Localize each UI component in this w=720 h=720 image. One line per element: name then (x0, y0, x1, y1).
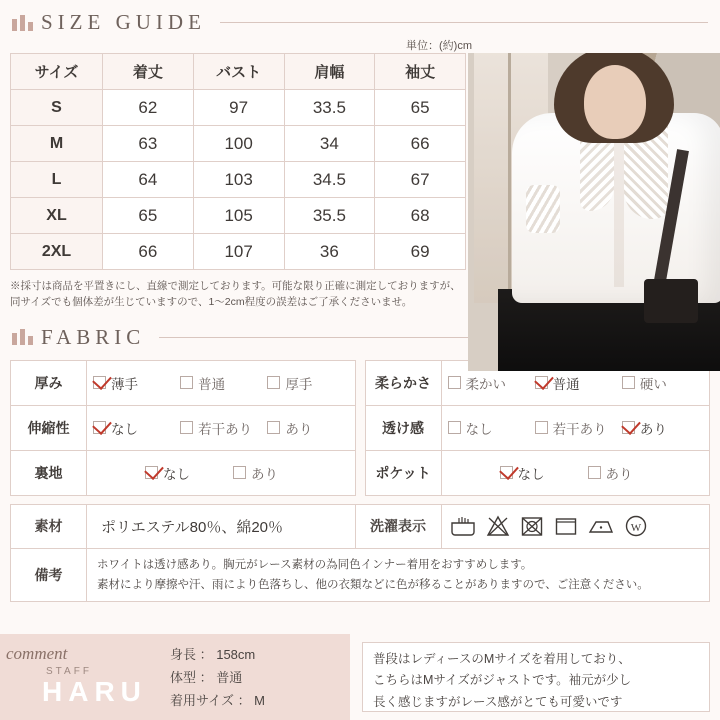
option-normal[interactable]: 普通 (180, 373, 267, 393)
unit-label: 単位：(約)cm (406, 40, 472, 52)
comment-script-label: comment (6, 644, 68, 663)
staff-comment-text (362, 642, 710, 712)
checkbox-icon[interactable] (93, 421, 106, 434)
size-table (10, 53, 466, 270)
comment-bubble-wrap (350, 634, 720, 720)
fabric-options-stretch (87, 405, 356, 450)
cell-bust: 105 (193, 198, 284, 234)
heading-bars-icon (12, 15, 33, 31)
checkbox-icon[interactable] (500, 466, 513, 479)
table-header-row (11, 54, 466, 90)
checkbox-icon[interactable] (535, 376, 548, 389)
comment-line-1: 普段はレディースのMサイズを着用しており、 (373, 652, 631, 666)
iron-low-icon (588, 514, 614, 538)
fabric-options-sheerness (441, 405, 710, 450)
checkbox-icon[interactable] (267, 376, 280, 389)
option-soft[interactable]: 柔かい (448, 373, 535, 393)
remarks-value (87, 548, 710, 601)
spacer (355, 450, 365, 495)
cell-size: XL (11, 198, 103, 234)
checkbox-icon[interactable] (180, 376, 193, 389)
cell-size: 2XL (11, 234, 103, 270)
staff-panel (0, 634, 170, 720)
cell-shoulder: 36 (284, 234, 375, 270)
cell-bust: 107 (193, 234, 284, 270)
col-header-bust: バスト (193, 54, 284, 90)
option-yes[interactable]: あり (622, 418, 709, 438)
material-table (10, 504, 710, 602)
no-bleach-icon (486, 514, 510, 538)
checkbox-icon[interactable] (448, 421, 461, 434)
cell-bust: 97 (193, 90, 284, 126)
fabric-label-lining: 裏地 (11, 450, 87, 495)
staff-height: 身長 ： 158cm (170, 647, 256, 662)
option-none[interactable]: なし (448, 418, 535, 438)
remarks-row (11, 548, 710, 601)
material-label: 素材 (11, 504, 87, 548)
cell-bust: 100 (193, 126, 284, 162)
wash-icons (441, 504, 710, 548)
col-header-sleeve: 袖丈 (375, 54, 466, 90)
staff-body-type: 体型 ： 普通 (170, 669, 243, 685)
option-slight[interactable]: 若干あり (180, 418, 267, 438)
cell-bust: 103 (193, 162, 284, 198)
cell-shoulder: 34.5 (284, 162, 375, 198)
option-none[interactable]: なし (500, 463, 588, 483)
svg-text:W: W (630, 522, 641, 535)
size-guide-heading (0, 0, 720, 41)
staff-comment-section (0, 634, 720, 720)
fabric-label-sheerness: 透け感 (365, 405, 441, 450)
checkbox-icon[interactable] (622, 421, 635, 434)
cell-size: S (11, 90, 103, 126)
table-row (11, 162, 466, 198)
remarks-line-1: ホワイトは透け感あり。胸元がレース素材の為同色インナー着用をおすすめします。 (97, 558, 533, 571)
size-guide-title: SIZE GUIDE (41, 10, 206, 34)
fabric-label-thickness: 厚み (11, 360, 87, 405)
cell-shoulder: 34 (284, 126, 375, 162)
table-row (11, 90, 466, 126)
cell-length: 65 (103, 198, 194, 234)
cell-length: 62 (103, 90, 194, 126)
cell-size: L (11, 162, 103, 198)
line-dry-icon (554, 514, 578, 538)
staff-stats (170, 634, 350, 720)
spacer (355, 360, 365, 405)
table-row (11, 198, 466, 234)
fabric-row-stretch (11, 405, 710, 450)
checkbox-icon[interactable] (180, 421, 193, 434)
col-header-length: 着丈 (103, 54, 194, 90)
option-hard[interactable]: 硬い (622, 373, 709, 393)
comment-line-2: こちらはMサイズがジャストです。袖元が少し (373, 673, 632, 688)
option-thick[interactable]: 厚手 (267, 373, 354, 393)
table-row (11, 126, 466, 162)
comment-line-3: 長く感じますがレース感がとても可愛いです (373, 694, 623, 709)
option-none[interactable]: なし (145, 463, 233, 483)
checkbox-icon[interactable] (622, 376, 635, 389)
cell-length: 64 (103, 162, 194, 198)
fabric-title: FABRIC (41, 324, 146, 349)
cell-sleeve: 69 (375, 234, 466, 270)
remarks-label: 備考 (11, 548, 87, 601)
fabric-options-pocket (441, 450, 710, 495)
checkbox-icon[interactable] (267, 421, 280, 434)
cell-size: M (11, 126, 103, 162)
option-yes[interactable]: あり (267, 418, 354, 438)
cell-shoulder: 35.5 (284, 198, 375, 234)
option-slight[interactable]: 若干あり (535, 418, 622, 438)
heading-bars-icon (12, 329, 33, 345)
cell-length: 66 (103, 234, 194, 270)
cell-sleeve: 68 (375, 198, 466, 234)
option-none[interactable]: なし (93, 418, 180, 438)
cell-sleeve: 67 (375, 162, 466, 198)
option-thin[interactable]: 薄手 (93, 373, 180, 393)
checkbox-icon[interactable] (233, 466, 246, 479)
wash-label: 洗濯表示 (355, 504, 441, 548)
option-yes[interactable]: あり (588, 463, 676, 483)
cell-shoulder: 33.5 (284, 90, 375, 126)
hand-wash-icon (450, 514, 476, 538)
cell-sleeve: 65 (375, 90, 466, 126)
checkbox-icon[interactable] (448, 376, 461, 389)
heading-rule (220, 22, 708, 23)
staff-wear-size: 着用サイズ ： M (170, 692, 266, 708)
spacer (355, 405, 365, 450)
checkbox-icon[interactable] (145, 466, 158, 479)
fabric-label-softness: 柔らかさ (365, 360, 441, 405)
checkbox-icon[interactable] (535, 421, 548, 434)
fabric-label-pocket: ポケット (365, 450, 441, 495)
option-yes[interactable]: あり (233, 463, 321, 483)
material-row (11, 504, 710, 548)
remarks-line-2: 素材により摩擦や汗、雨により色落ちし、他の衣類などに色が移ることがありますので、ご注意ください。 (97, 578, 649, 591)
fabric-options-thickness (87, 360, 356, 405)
model-photo (468, 53, 720, 371)
fabric-row-lining (11, 450, 710, 495)
fabric-table (10, 360, 710, 496)
material-value: ポリエステル80％、綿20％ (87, 504, 356, 548)
col-header-size: サイズ (11, 54, 103, 90)
checkbox-icon[interactable] (93, 376, 106, 389)
col-header-shoulder: 肩幅 (284, 54, 375, 90)
option-normal[interactable]: 普通 (535, 373, 622, 393)
no-tumble-dry-icon (520, 514, 544, 538)
size-guide-section (0, 53, 720, 311)
fabric-label-stretch: 伸縮性 (11, 405, 87, 450)
staff-name: HARU (42, 676, 147, 707)
professional-wet-clean-icon (624, 514, 648, 538)
staff-label: STAFF (46, 666, 92, 677)
cell-sleeve: 66 (375, 126, 466, 162)
table-row (11, 234, 466, 270)
checkbox-icon[interactable] (588, 466, 601, 479)
measurement-note: ※採寸は商品を平置きにし、直線で測定しております。可能な限り正確に測定しておりますが、同サイズでも個体差が生じていますので、1～2cm程度の誤差はご了承くださいませ。 (10, 280, 461, 309)
fabric-options-lining (87, 450, 356, 495)
cell-length: 63 (103, 126, 194, 162)
